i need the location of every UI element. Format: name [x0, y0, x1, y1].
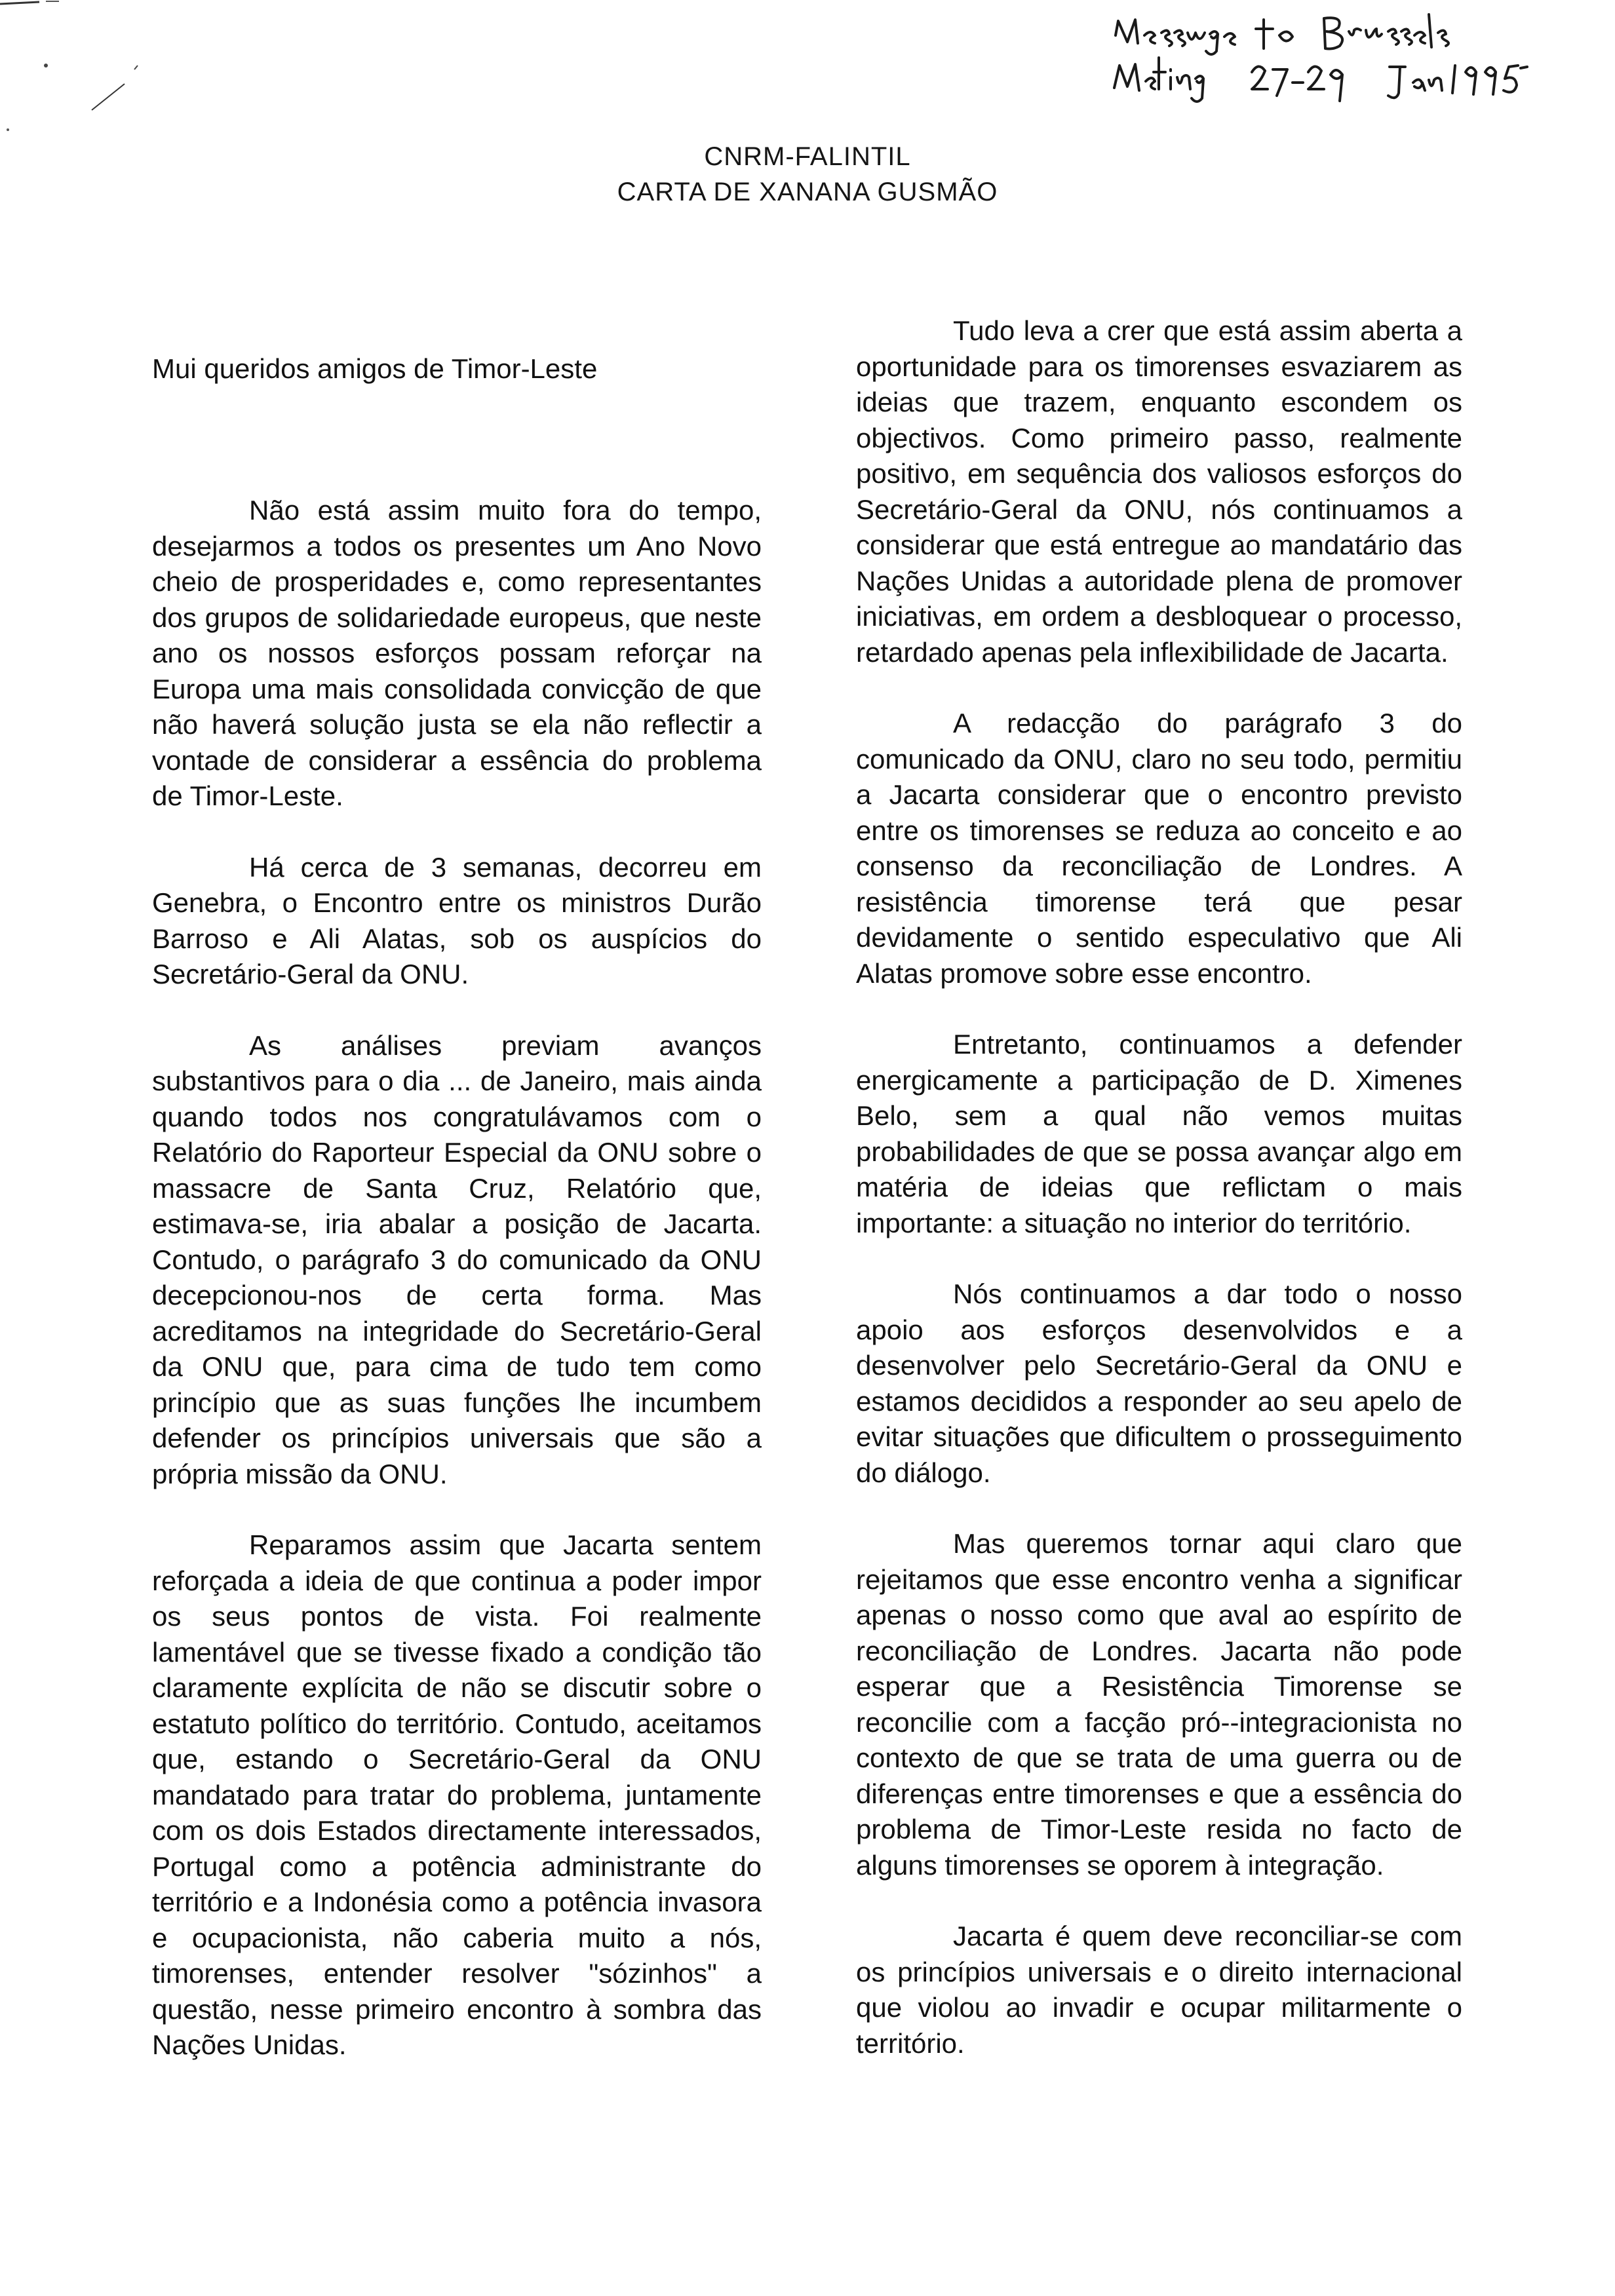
handwritten-annotation — [1101, 9, 1599, 140]
letter-subtitle: CARTA DE XANANA GUSMÃO — [617, 178, 998, 206]
left-column — [152, 493, 762, 2099]
paragraph: As análises previam avanços substantivos para o dia ... de Janeiro, mais ainda quando todos nos congratulávamos com o Relatório do Raporteur Especial da ONU sobre o massacre de Santa Cruz, Relatório que, estimava-se, iria abalar a posição de Jacarta. Contudo, o parágrafo 3 do comunicado da ONU decepcionou-nos de certa forma. Mas acreditamos na integridade do Secretário-Geral da ONU que, para cima de tudo tem como princípio que as suas funções lhe incumbem defender os princípios universais que são a própria missão da ONU. — [152, 1029, 762, 1489]
paragraph: Tudo leva a crer que está assim aberta a oportunidade para os timorenses esvaziarem as ideias que trazem, enquanto escondem os objectivos. Como primeiro passo, realmente positivo, em sequência dos valiosos esforços do Secretário-Geral da ONU, nós continuamos a considerar que está entregue ao mandatário das Nações Unidas a autoridade plena de promover iniciativas, em ordem a desbloquear o processo, retardado apenas pela inflexibilidade de Jacarta. — [856, 315, 1462, 668]
paragraph: A redacção do parágrafo 3 do comunicado da ONU, claro no seu todo, permitiu a Jacarta considerar que o encontro previsto entre os timorenses se reduza ao conceito e ao consenso da reconciliação de Londres. A resistência timorense terá que pesar devidamente o sentido especulativo que Ali Alatas promove sobre esse encontro. — [856, 708, 1462, 989]
paragraph: Reparamos assim que Jacarta sentem reforçada a ideia de que continua a poder impor os seus pontos de vista. Foi realmente lamentável que se tivesse fixado a condição tão claramente explícita de não se discutir sobre o estatuto político do território. Contudo, aceitamos que, estando o Secretário-Geral da ONU mandatado para tratar do problema, juntamente com os dois Estados directamente interessados, Portugal como a potência administrante do território e a Indonésia como a potência invasora e ocupacionista, não caberia muito a nós, timorenses, entender resolver "sózinhos" a questão, nesse primeiro encontro à sombra das Nações Unidas. — [152, 1529, 762, 2060]
paragraph: Nós continuamos a dar todo o nosso apoio aos esforços desenvolvidos e a desenvolver pelo Secretário-Geral da ONU e estamos decididos a responder ao seu apelo de evitar situações que dificultem o prosseguimento do diálogo. — [856, 1278, 1462, 1488]
paragraph: Entretanto, continuamos a defender energicamente a participação de D. Ximenes Belo, sem a qual não vemos muitas probabilidades de que se possa avançar algo em matéria de ideias que reflictam o mais importante: a situação no interior do território. — [856, 1029, 1462, 1238]
paragraph: Há cerca de 3 semanas, decorreu em Genebra, o Encontro entre os ministros Durão Barroso e Ali Alatas, sob os auspícios do Secretário-Geral da ONU. — [152, 851, 762, 989]
letter-title: CNRM-FALINTIL — [704, 142, 911, 171]
paragraph: Mas queremos tornar aqui claro que rejeitamos que esse encontro venha a significar apenas o nosso como que aval ao espírito de reconciliação de Londres. Jacarta não pode esperar que a Resistência Timorense se reconcilie com a facção pró--integracionista no contexto de que se trata de uma guerra ou de diferenças entre timorenses e que a essência do problema de Timor-Leste resida no facto de alguns timorenses se oporem à integração. — [856, 1528, 1462, 1881]
paragraph: Não está assim muito fora do tempo, desejarmos a todos os presentes um Ano Novo cheio de prosperidades e, como representantes dos grupos de solidariedade europeus, que neste ano os nossos esforços possam reforçar na Europa uma mais consolidada convicção de que não haverá solução justa se ela não reflectir a vontade de considerar a essência do problema de Timor-Leste. — [152, 495, 762, 811]
paragraph: Jacarta é quem deve reconciliar-se com os princípios universais e o direito internacional que violou ao invadir e ocupar militarmente o território. — [856, 1921, 1462, 2059]
right-column — [856, 313, 1462, 2097]
salutation: Mui queridos amigos de Timor-Leste — [152, 353, 598, 384]
